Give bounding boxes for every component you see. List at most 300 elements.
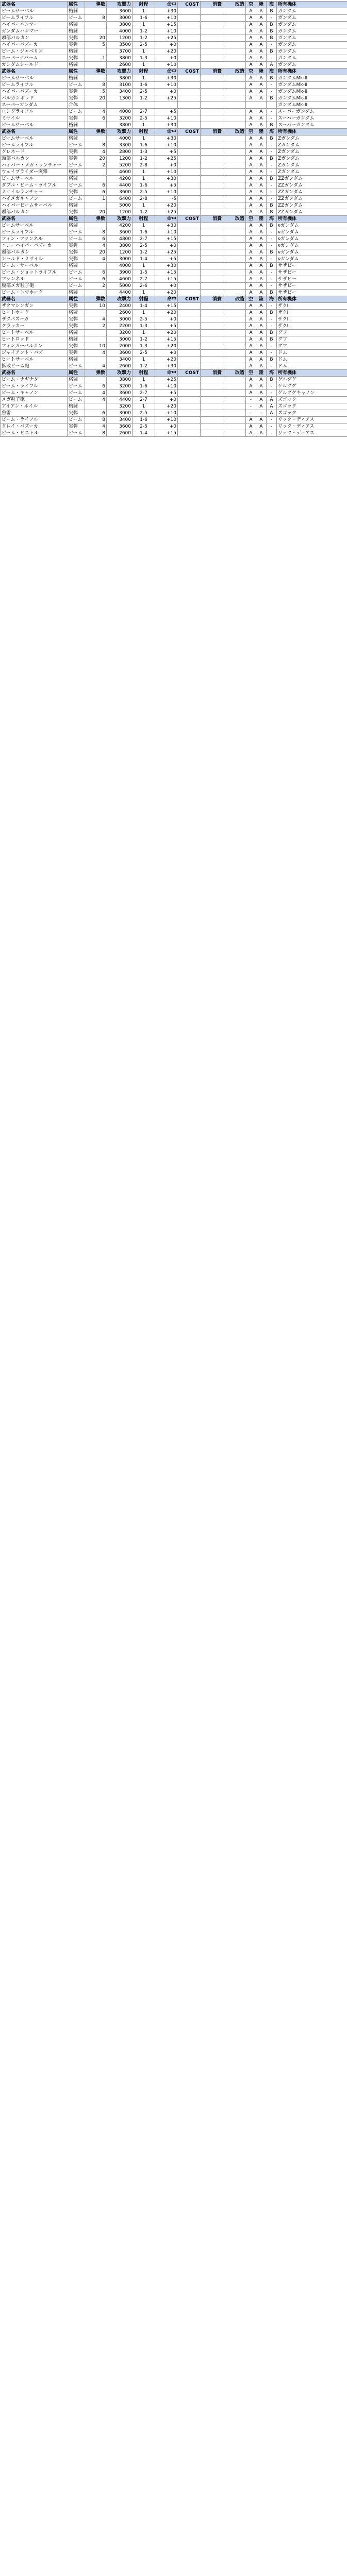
consumption-cell	[201, 149, 223, 156]
table-row	[1, 223, 347, 229]
owner-unit-cell: リック・ディアス	[277, 417, 347, 423]
table-row	[1, 330, 347, 336]
weapon-name-cell: 武器名	[1, 129, 68, 135]
ammo-cell: 4	[85, 256, 107, 263]
air-rank-cell: A	[246, 82, 256, 89]
land-rank-cell: A	[256, 169, 267, 176]
range-cell: 1	[133, 135, 155, 142]
consumption-cell	[201, 383, 223, 390]
attack-cell: 3600	[107, 390, 133, 397]
table-row	[1, 336, 347, 343]
range-cell: 2-7	[133, 397, 155, 403]
owner-unit-cell: ZZガンダム	[277, 182, 347, 189]
owner-unit-cell: ガンダムMk-II	[277, 102, 347, 109]
cost-cell	[178, 310, 201, 316]
upgrade-cell	[223, 202, 246, 209]
attribute-cell: ビーム	[68, 283, 85, 290]
consumption-cell	[201, 95, 223, 102]
land-rank-cell: A	[256, 336, 267, 343]
upgrade-cell	[223, 95, 246, 102]
cost-cell	[178, 176, 201, 182]
accuracy-cell	[155, 102, 178, 109]
weapon-name-cell: ガンダムシールド	[1, 62, 68, 69]
ammo-cell: 4	[85, 423, 107, 430]
consumption-cell	[201, 410, 223, 417]
weapon-name-cell: ガンダムハンマー	[1, 28, 68, 35]
weapon-name-cell: ザクバズーカ	[1, 316, 68, 323]
accuracy-cell: +0	[155, 423, 178, 430]
air-rank-cell: A	[246, 303, 256, 310]
cost-cell	[178, 95, 201, 102]
air-rank-cell: -	[246, 403, 256, 410]
attack-cell: 3800	[107, 75, 133, 82]
owner-unit-cell: グフ	[277, 330, 347, 336]
ammo-cell	[85, 135, 107, 142]
weapon-name-cell: ビームサーベル	[1, 8, 68, 15]
consumption-cell: 消費	[201, 216, 223, 223]
land-rank-cell: 陸	[256, 69, 267, 75]
weapon-name-cell: ヒートホーク	[1, 310, 68, 316]
land-rank-cell: A	[256, 249, 267, 256]
consumption-cell: 消費	[201, 296, 223, 303]
sea-rank-cell: B	[267, 249, 277, 256]
consumption-cell	[201, 276, 223, 283]
consumption-cell	[201, 109, 223, 115]
range-cell: 1	[133, 310, 155, 316]
attack-cell: 3400	[107, 357, 133, 363]
ammo-cell	[85, 263, 107, 269]
range-cell: 1-4	[133, 430, 155, 437]
upgrade-cell	[223, 109, 246, 115]
upgrade-cell	[223, 35, 246, 42]
attribute-cell: 格闘	[68, 357, 85, 363]
ammo-cell	[85, 102, 107, 109]
land-rank-cell: 陸	[256, 129, 267, 135]
attribute-cell: 格闘	[68, 403, 85, 410]
attribute-cell: ビーム	[68, 236, 85, 243]
consumption-cell	[201, 430, 223, 437]
air-rank-cell: A	[246, 363, 256, 370]
weapon-name-cell: ハイメガキャノン	[1, 196, 68, 202]
upgrade-cell	[223, 397, 246, 403]
land-rank-cell: A	[256, 357, 267, 363]
range-cell: 2-7	[133, 109, 155, 115]
cost-cell	[178, 330, 201, 336]
attribute-cell: 格闘	[68, 290, 85, 296]
upgrade-cell: 改造	[223, 216, 246, 223]
attack-cell: 3200	[107, 330, 133, 336]
attack-cell: 4400	[107, 182, 133, 189]
attack-cell: 4400	[107, 290, 133, 296]
range-cell: 1	[133, 330, 155, 336]
table-row	[1, 350, 347, 357]
air-rank-cell: A	[246, 35, 256, 42]
upgrade-cell	[223, 176, 246, 182]
cost-cell	[178, 89, 201, 95]
weapon-name-cell: 腹部メガ粒子砲	[1, 283, 68, 290]
upgrade-cell	[223, 82, 246, 89]
range-cell: 射程	[133, 216, 155, 223]
upgrade-cell	[223, 209, 246, 216]
consumption-cell	[201, 28, 223, 35]
land-rank-cell: A	[256, 55, 267, 62]
cost-cell	[178, 350, 201, 357]
air-rank-cell: 空	[246, 129, 256, 135]
upgrade-cell	[223, 162, 246, 169]
attribute-cell: 実弾	[68, 243, 85, 249]
upgrade-cell	[223, 410, 246, 417]
owner-unit-cell: スーパーガンダム	[277, 115, 347, 122]
cost-cell	[178, 169, 201, 176]
range-cell: 1	[133, 403, 155, 410]
sea-rank-cell: B	[267, 35, 277, 42]
cost-cell	[178, 229, 201, 236]
table-row	[1, 410, 347, 417]
ammo-cell: 5	[85, 42, 107, 48]
upgrade-cell	[223, 343, 246, 350]
attack-cell: 3600	[107, 423, 133, 430]
owner-unit-cell: ZZガンダム	[277, 196, 347, 202]
land-rank-cell: A	[256, 162, 267, 169]
table-row	[1, 95, 347, 102]
attribute-cell: ビーム	[68, 390, 85, 397]
owner-unit-cell: スーパーガンダム	[277, 122, 347, 129]
sea-rank-cell: -	[267, 115, 277, 122]
ammo-cell: 8	[85, 82, 107, 89]
cost-cell	[178, 316, 201, 323]
land-rank-cell: A	[256, 316, 267, 323]
table-row	[1, 390, 347, 397]
air-rank-cell: A	[246, 336, 256, 343]
ammo-cell: 2	[85, 162, 107, 169]
accuracy-cell: 命中	[155, 216, 178, 223]
air-rank-cell: A	[246, 156, 256, 162]
table-row	[1, 202, 347, 209]
owner-unit-cell: サザビー	[277, 269, 347, 276]
range-cell: 1-6	[133, 182, 155, 189]
table-row	[1, 182, 347, 189]
sea-rank-cell: B	[267, 336, 277, 343]
attribute-cell: 実弾	[68, 95, 85, 102]
ammo-cell	[85, 176, 107, 182]
consumption-cell	[201, 22, 223, 28]
ammo-cell	[85, 28, 107, 35]
owner-unit-cell: νガンダム	[277, 249, 347, 256]
owner-unit-cell: リック・ディアス	[277, 423, 347, 430]
range-cell: 1-2	[133, 156, 155, 162]
attribute-cell: 格闘	[68, 336, 85, 343]
attack-cell: 攻撃力	[107, 2, 133, 8]
ammo-cell: 4	[85, 397, 107, 403]
upgrade-cell	[223, 323, 246, 330]
consumption-cell	[201, 15, 223, 22]
land-rank-cell: A	[256, 243, 267, 249]
owner-unit-cell: ドム	[277, 350, 347, 357]
upgrade-cell: 改造	[223, 370, 246, 377]
weapon-name-cell: ウェイブライダー突撃	[1, 169, 68, 176]
ammo-cell: 10	[85, 343, 107, 350]
consumption-cell	[201, 89, 223, 95]
owner-unit-cell: ガンダム	[277, 48, 347, 55]
ammo-cell	[85, 336, 107, 343]
attack-cell: 3500	[107, 42, 133, 48]
owner-unit-cell: ガンダムMk-II	[277, 95, 347, 102]
consumption-cell	[201, 397, 223, 403]
range-cell: 2-7	[133, 276, 155, 283]
ammo-cell: 6	[85, 115, 107, 122]
land-rank-cell: A	[256, 89, 267, 95]
ammo-cell: 4	[85, 149, 107, 156]
accuracy-cell: +10	[155, 189, 178, 196]
upgrade-cell	[223, 316, 246, 323]
owner-unit-cell: ザクII	[277, 323, 347, 330]
weapon-table	[0, 1, 347, 437]
upgrade-cell	[223, 22, 246, 28]
consumption-cell	[201, 303, 223, 310]
sea-rank-cell: B	[267, 176, 277, 182]
attack-cell: 3200	[107, 403, 133, 410]
upgrade-cell	[223, 249, 246, 256]
attack-cell: 4200	[107, 176, 133, 182]
owner-unit-cell: ZZガンダム	[277, 189, 347, 196]
owner-unit-cell: 所有機体	[277, 216, 347, 223]
accuracy-cell: +5	[155, 256, 178, 263]
land-rank-cell: A	[256, 330, 267, 336]
ammo-cell	[85, 330, 107, 336]
accuracy-cell: +10	[155, 229, 178, 236]
table-row	[1, 35, 347, 42]
air-rank-cell: A	[246, 48, 256, 55]
air-rank-cell: A	[246, 350, 256, 357]
accuracy-cell: +10	[155, 169, 178, 176]
air-rank-cell: A	[246, 316, 256, 323]
accuracy-cell: +10	[155, 383, 178, 390]
upgrade-cell	[223, 417, 246, 423]
cost-cell	[178, 28, 201, 35]
consumption-cell	[201, 269, 223, 276]
air-rank-cell: A	[246, 256, 256, 263]
attribute-cell: 格闘	[68, 62, 85, 69]
table-row	[1, 269, 347, 276]
land-rank-cell: A	[256, 236, 267, 243]
weapon-name-cell: 頭部バルカン	[1, 249, 68, 256]
accuracy-cell: +15	[155, 303, 178, 310]
range-cell: 2-5	[133, 115, 155, 122]
ammo-cell: 6	[85, 182, 107, 189]
attribute-cell: ビーム	[68, 162, 85, 169]
attack-cell: 1200	[107, 209, 133, 216]
air-rank-cell: A	[246, 236, 256, 243]
upgrade-cell	[223, 269, 246, 276]
air-rank-cell: A	[246, 377, 256, 383]
owner-unit-cell: 所有機体	[277, 2, 347, 8]
weapon-name-cell: ロングライフル	[1, 109, 68, 115]
attribute-cell: ビーム	[68, 269, 85, 276]
table-row	[1, 109, 347, 115]
weapon-name-cell: ミサイル	[1, 115, 68, 122]
table-row	[1, 48, 347, 55]
attack-cell: 4000	[107, 109, 133, 115]
owner-unit-cell: Zガンダム	[277, 142, 347, 149]
owner-unit-cell: νガンダム	[277, 256, 347, 263]
table-row	[1, 169, 347, 176]
attack-cell: 2600	[107, 310, 133, 316]
header-row	[1, 216, 347, 223]
weapon-name-cell: クラッカー	[1, 323, 68, 330]
owner-unit-cell: ガンダム	[277, 35, 347, 42]
table-row	[1, 75, 347, 82]
air-rank-cell: A	[246, 390, 256, 397]
sea-rank-cell: A	[267, 403, 277, 410]
range-cell: 1	[133, 263, 155, 269]
ammo-cell	[85, 403, 107, 410]
air-rank-cell: A	[246, 196, 256, 202]
owner-unit-cell: グフ	[277, 343, 347, 350]
accuracy-cell: +20	[155, 403, 178, 410]
land-rank-cell: A	[256, 8, 267, 15]
weapon-name-cell: ハイパーハンマー	[1, 22, 68, 28]
weapon-name-cell: ハイパーバズーカ	[1, 42, 68, 48]
ammo-cell: 4	[85, 316, 107, 323]
owner-unit-cell: 所有機体	[277, 370, 347, 377]
land-rank-cell: A	[256, 42, 267, 48]
consumption-cell	[201, 202, 223, 209]
attribute-cell: 格闘	[68, 22, 85, 28]
air-rank-cell: A	[246, 269, 256, 276]
land-rank-cell: A	[256, 350, 267, 357]
ammo-cell	[85, 169, 107, 176]
ammo-cell: 20	[85, 249, 107, 256]
land-rank-cell: A	[256, 397, 267, 403]
accuracy-cell: +20	[155, 290, 178, 296]
range-cell: 1-2	[133, 209, 155, 216]
attribute-cell: 実弾	[68, 410, 85, 417]
weapon-name-cell: フィン・ファンネル	[1, 236, 68, 243]
accuracy-cell: +0	[155, 162, 178, 169]
upgrade-cell	[223, 55, 246, 62]
cost-cell	[178, 236, 201, 243]
accuracy-cell: +10	[155, 410, 178, 417]
land-rank-cell: A	[256, 15, 267, 22]
owner-unit-cell: サザビー	[277, 290, 347, 296]
ammo-cell: 1	[85, 196, 107, 202]
sea-rank-cell: B	[267, 122, 277, 129]
air-rank-cell: -	[246, 397, 256, 403]
attack-cell: 2600	[107, 430, 133, 437]
ammo-cell	[85, 357, 107, 363]
table-row	[1, 290, 347, 296]
air-rank-cell: A	[246, 15, 256, 22]
upgrade-cell	[223, 115, 246, 122]
owner-unit-cell: 所有機体	[277, 69, 347, 75]
consumption-cell	[201, 423, 223, 430]
attack-cell: 2000	[107, 343, 133, 350]
table-row	[1, 102, 347, 109]
accuracy-cell: +20	[155, 48, 178, 55]
upgrade-cell	[223, 75, 246, 82]
attack-cell: 4400	[107, 397, 133, 403]
range-cell: 1-6	[133, 417, 155, 423]
owner-unit-cell: ガンダムMk-II	[277, 75, 347, 82]
ammo-cell: 4	[85, 390, 107, 397]
air-rank-cell: A	[246, 122, 256, 129]
accuracy-cell: +10	[155, 15, 178, 22]
range-cell: 1	[133, 22, 155, 28]
land-rank-cell: A	[256, 430, 267, 437]
consumption-cell: 消費	[201, 2, 223, 8]
attack-cell: 4000	[107, 135, 133, 142]
sea-rank-cell: -	[267, 256, 277, 263]
sea-rank-cell: -	[267, 390, 277, 397]
sea-rank-cell: -	[267, 15, 277, 22]
weapon-name-cell: 頭部バルカン	[1, 156, 68, 162]
sea-rank-cell: B	[267, 223, 277, 229]
accuracy-cell: +20	[155, 357, 178, 363]
cost-cell: COST	[178, 129, 201, 135]
weapon-name-cell: 拡散ビーム砲	[1, 363, 68, 370]
cost-cell	[178, 383, 201, 390]
upgrade-cell	[223, 48, 246, 55]
attack-cell: 3800	[107, 122, 133, 129]
upgrade-cell	[223, 189, 246, 196]
accuracy-cell: +15	[155, 269, 178, 276]
table-row	[1, 283, 347, 290]
upgrade-cell: 改造	[223, 296, 246, 303]
weapon-name-cell: 武器名	[1, 370, 68, 377]
table-row	[1, 323, 347, 330]
owner-unit-cell: リック・ディアス	[277, 430, 347, 437]
air-rank-cell: A	[246, 283, 256, 290]
consumption-cell	[201, 75, 223, 82]
table-row	[1, 276, 347, 283]
air-rank-cell: A	[246, 276, 256, 283]
land-rank-cell: A	[256, 390, 267, 397]
air-rank-cell: A	[246, 95, 256, 102]
air-rank-cell: A	[246, 28, 256, 35]
attribute-cell: ビーム	[68, 229, 85, 236]
sea-rank-cell: -	[267, 229, 277, 236]
weapon-name-cell: 頭部バルカン	[1, 209, 68, 216]
cost-cell	[178, 417, 201, 423]
upgrade-cell	[223, 390, 246, 397]
ammo-cell: 弾数	[85, 69, 107, 75]
sea-rank-cell	[267, 102, 277, 109]
owner-unit-cell: ガンダム	[277, 15, 347, 22]
consumption-cell	[201, 357, 223, 363]
air-rank-cell: 空	[246, 370, 256, 377]
range-cell: 1	[133, 62, 155, 69]
sea-rank-cell: B	[267, 330, 277, 336]
attribute-cell: ビーム	[68, 417, 85, 423]
land-rank-cell: A	[256, 310, 267, 316]
accuracy-cell: +25	[155, 156, 178, 162]
weapon-name-cell: ビームサーベル	[1, 176, 68, 182]
accuracy-cell: +30	[155, 122, 178, 129]
attribute-cell: 実弾	[68, 189, 85, 196]
accuracy-cell: +30	[155, 8, 178, 15]
sea-rank-cell: -	[267, 363, 277, 370]
range-cell: 1-4	[133, 256, 155, 263]
consumption-cell	[201, 8, 223, 15]
owner-unit-cell: ZZガンダム	[277, 209, 347, 216]
cost-cell	[178, 102, 201, 109]
range-cell: 1	[133, 202, 155, 209]
upgrade-cell	[223, 336, 246, 343]
land-rank-cell: A	[256, 363, 267, 370]
upgrade-cell	[223, 290, 246, 296]
sea-rank-cell: -	[267, 350, 277, 357]
ammo-cell	[85, 22, 107, 28]
